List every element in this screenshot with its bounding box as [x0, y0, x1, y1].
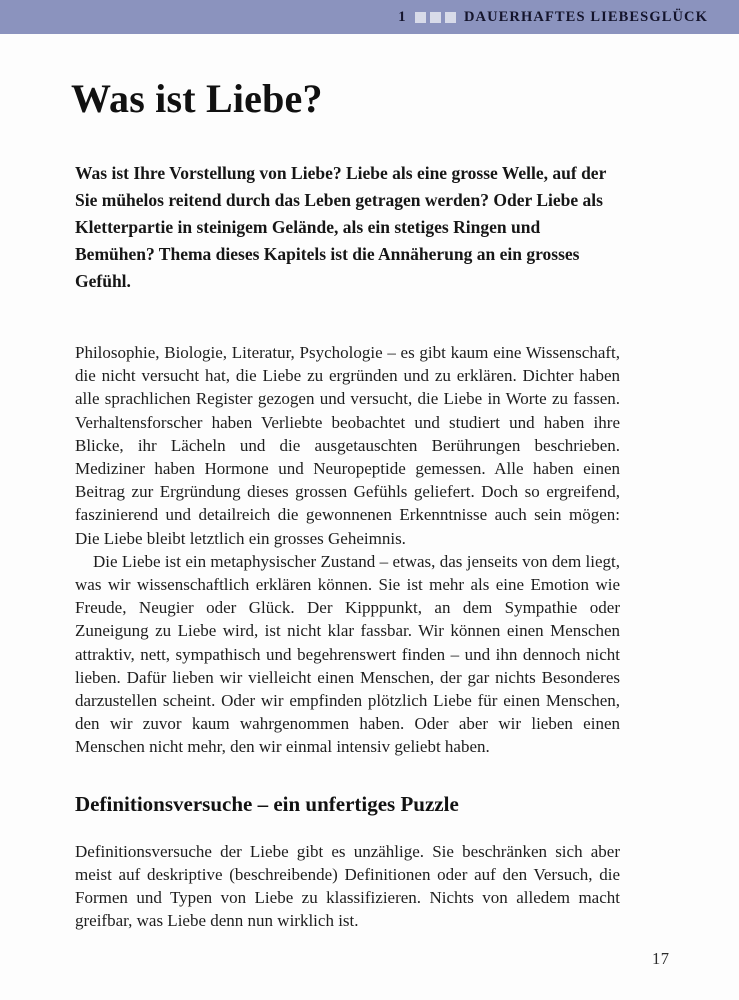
body-paragraph-2: Die Liebe ist ein metaphysischer Zustand – etwas, das jenseits von dem liegt, was wir wissenschaftlich erklären können. Sie ist mehr als eine Emotion wie Freude, Neugier oder Glück. Der Kipppunkt, an dem Sympathie oder Zuneigung zu Liebe wird, ist nicht klar fassbar. Wir können einen Menschen attraktiv, nett, sympathisch und begehrenswert finden – und ihn dennoch nicht lieben. Dafür lieben wir vielleicht einen Menschen, der gar nichts Besonderes darzustellen scheint. Oder wir empfinden plötzlich Liebe für einen Menschen, den wir zuvor kaum wahrgenommen haben. Oder aber wir lieben einen Menschen nicht mehr, den wir einmal intensiv geliebt haben. [75, 551, 620, 757]
chapter-number: 1 [398, 8, 406, 25]
page-content [0, 34, 739, 932]
chapter-title: DAUERHAFTES LIEBESGLÜCK [463, 8, 708, 25]
chapter-square-icon [415, 12, 426, 23]
chapter-square-icon [430, 12, 441, 23]
page-title: Was ist Liebe? [71, 76, 323, 121]
chapter-header-bar [0, 0, 739, 34]
page-number: 17 [652, 949, 670, 968]
intro-paragraph: Was ist Ihre Vorstellung von Liebe? Liebe als eine grosse Welle, auf der Sie mühelos reitend durch das Leben getragen werden? Oder Liebe als Kletterpartie in steinigem Gelände, als ein stetiges Ringen und Bemühen? Thema dieses Kapitels ist die Annäherung an ein grosses Gefühl. [75, 163, 607, 291]
chapter-marker-squares [415, 12, 456, 23]
body-paragraph-1: Philosophie, Biologie, Literatur, Psychologie – es gibt kaum eine Wissenschaft, die nicht versucht hat, die Liebe zu ergründen und zu erklären. Dichter haben alle sprachlichen Register gezogen und versucht, die Liebe in Worte zu fassen. Verhaltensforscher haben Verliebte beobachtet und studiert und haben ihre Blicke, ihr Lächeln und die ausgetauschten Berührungen beschrieben. Mediziner haben Hormone und Neuropeptide gemessen. Alle haben einen Beitrag zur Ergründung dieses grossen Gefühls geliefert. Doch so ergreifend, faszinierend und detailreich die gewonnenen Erkenntnisse auch sein mögen: Die Liebe bleibt letztlich ein grosses Geheimnis. [75, 343, 620, 548]
section-paragraph-1: Definitionsversuche der Liebe gibt es unzählige. Sie beschränken sich aber meist auf deskriptive (beschreibende) Definitionen oder auf den Versuch, die Formen und Typen von Liebe zu klassifizieren. Nichts von alledem macht greifbar, was Liebe denn nun wirklich ist. [75, 841, 620, 931]
chapter-square-icon [445, 12, 456, 23]
section-heading: Definitionsversuche – ein unfertiges Puzzle [75, 791, 459, 816]
